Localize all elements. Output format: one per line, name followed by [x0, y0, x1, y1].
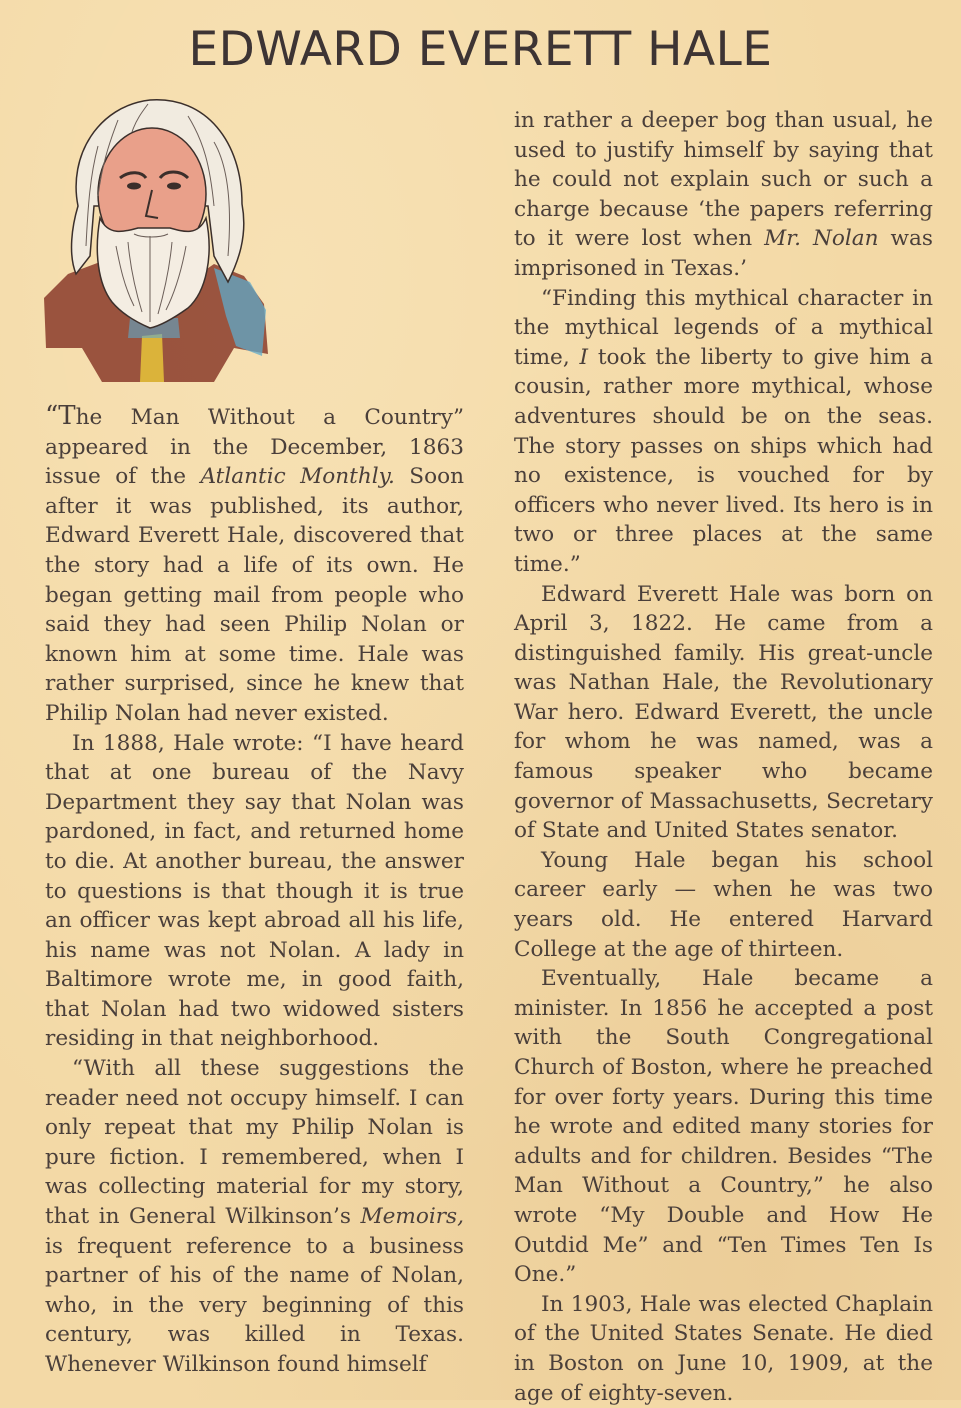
paragraph: Edward Everett Hale was born on April 3, 1822. He came from a distinguished family. His great-uncle was Nathan Hale, the Revolutionary War hero. Edward Everett, the uncle for whom he was named, was a famous speaker who became governor of Massachusetts, Secretary of State and United States senator.: [514, 581, 933, 844]
page-title: EDWARD EVERETT HALE: [188, 22, 773, 77]
portrait-illustration: [38, 86, 270, 386]
portrait-drawing: [38, 86, 270, 386]
paragraph: Eventually, Hale became a minister. In 1856 he accepted a post with the South Congregational Church of Boston, where he preached for over forty years. During this time he wrote and edited many stories for adults and for children. Besides “The Man Without a Country,” he also wrote “My Double and How He Outdid Me” and “Ten Times Ten Is One.”: [514, 966, 933, 1288]
paragraph: “With all these suggestions the reader need not occupy himself. I can only repeat that my Philip Nolan is pure fiction. I remembered, when I was collecting material for my story, that in General Wilkinson’s Memoirs, is frequent reference to a business partner of his of the name of Nolan, who, in the very beginning of this century, was killed in Texas. Whenever Wilkinson found himself: [45, 1056, 464, 1377]
paragraph: In 1888, Hale wrote: “I have heard that at one bureau of the Navy Department they say that Nolan was pardoned, in fact, and returned home to die. At another bureau, the answer to questions is that though it is true an officer was kept abroad all his life, his name was not Nolan. A lady in Baltimore wrote me, in good faith, that Nolan had two widowed sisters residing in that neighborhood.: [45, 730, 464, 1052]
left-column: [45, 402, 464, 1380]
paragraph: in rather a deeper bog than usual, he used to justify himself by saying that he could not explain such or such a charge because ‘the papers referring to it were lost when Mr. Nolan was imprisoned in Texas.’: [514, 108, 933, 281]
paragraph: Young Hale began his school career early — when he was two years old. He entered Harvard College at the age of thirteen.: [514, 847, 933, 962]
paragraph: “The Man Without a Country” appeared in the December, 1863 issue of the Atlantic Monthly. Soon after it was published, its author, Edward Everett Hale, discovered that the story had a life of its own. He began getting mail from people who said they had seen Philip Nolan or known him at some time. Hale was rather surprised, since he knew that Philip Nolan had never existed.: [45, 401, 464, 726]
paragraph: In 1903, Hale was elected Chaplain of the United States Senate. He died in Boston on June 10, 1909, at the age of eighty-seven.: [514, 1291, 933, 1406]
right-column: [514, 106, 933, 1408]
paragraph: “Finding this mythical character in the mythical legends of a mythical time, I took the liberty to give him a cousin, rather more mythical, whose adventures should be on the seas. The story passes on ships which had no existence, is vouched for by officers who never lived. Its hero is in two or three places at the same time.”: [514, 285, 933, 577]
